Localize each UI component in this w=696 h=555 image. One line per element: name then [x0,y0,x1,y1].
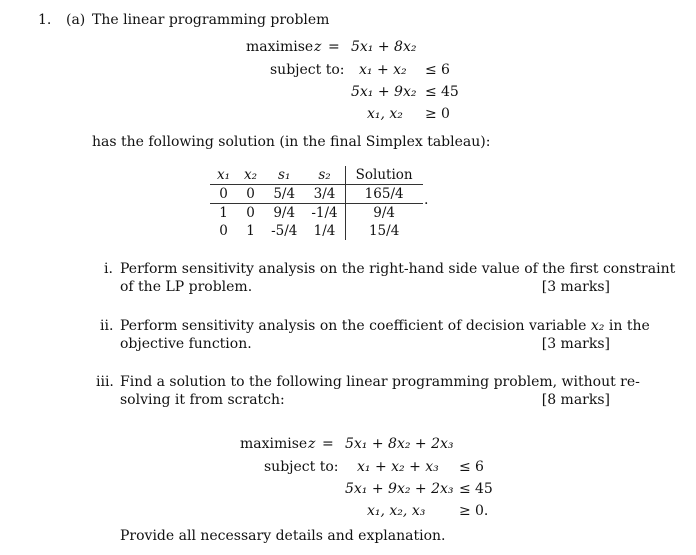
lp1-objective: 5x₁ + 8x₂ [351,39,417,55]
table-cell: 1 [219,205,228,221]
tableau-header-s2: s₂ [304,166,345,185]
lp1-constraint-1-rel: ≤ [425,62,437,78]
table-row [210,222,423,240]
lp2-constraint-2-lhs: 5x₁ + 9x₂ + 2x₃ [345,481,454,497]
tableau-header-row [210,166,423,185]
closing-text: Provide all necessary details and explanation. [120,528,446,544]
lp2-maximise-label: maximise [240,436,308,452]
table-cell: 0 [219,223,228,239]
table-row [210,185,423,204]
lp1-subject-to: subject to: [270,62,345,78]
table-cell: 5/4 [264,185,304,204]
subquestion-iii-label: iii. [96,374,114,390]
tableau-header-solution: Solution [345,166,422,185]
table-cell: 1/4 [313,223,336,239]
lp2-constraint-1-lhs: x₁ + x₂ + x₃ [357,459,439,475]
subquestion-ii-variable: x₂ [590,318,605,334]
table-cell: 0 [237,185,264,204]
lp2-equals: = [322,436,334,452]
tableau-header-x2: x₂ [237,166,264,185]
lp2-constraint-3-rel: ≥ [459,503,471,519]
question-part: (a) [66,12,86,28]
table-cell: 165/4 [345,185,422,204]
lp2-objective-var: z [308,436,316,452]
table-cell: 3/4 [304,185,345,204]
lp1-constraint-3-lhs: x₁, x₂ [367,106,403,122]
lp1-constraint-2-rel: ≤ [425,84,437,100]
question-number: 1. [38,12,52,28]
table-cell: -1/4 [311,205,338,221]
lp2-constraint-2-rel: ≤ [459,481,471,497]
lp2-objective: 5x₁ + 8x₂ + 2x₃ [345,436,454,452]
subquestion-ii-line2: objective function. [120,336,252,352]
table-cell: -5/4 [271,223,298,239]
lp2-constraint-1-rel: ≤ [459,459,471,475]
subquestion-i-marks: [3 marks] [541,279,610,295]
subquestion-i-line2: of the LP problem. [120,279,253,295]
lp2-constraint-2-rhs: 45 [475,481,493,497]
lp1-constraint-2-lhs: 5x₁ + 9x₂ [351,84,417,100]
subquestion-iii-line1: Find a solution to the following linear programming problem, without re- [120,374,640,390]
subquestion-iii-marks: [8 marks] [541,392,610,408]
lp1-equals: = [328,39,340,55]
subquestion-ii-marks: [3 marks] [541,336,610,352]
subquestion-i-label: i. [104,261,113,277]
table-cell: 9/4 [273,205,296,221]
table-cell: 15/4 [345,222,422,240]
table-cell: 9/4 [345,204,422,223]
tableau-header-s1: s₁ [264,166,304,185]
table-cell: 1 [246,223,255,239]
lp1-constraint-2-rhs: 45 [441,84,459,100]
lp2-constraint-3-lhs: x₁, x₂, x₃ [367,503,426,519]
subquestion-ii-line1-suffix: in the [608,318,650,334]
lp1-constraint-3-rhs: 0 [441,106,450,122]
lp2-constraint-3-rhs: 0. [475,503,489,519]
subquestion-ii-line1 [120,318,650,334]
tableau-trailing-period: . [424,192,429,208]
lp2-constraint-1-rhs: 6 [475,459,484,475]
simplex-tableau [210,166,423,240]
subquestion-ii-line1-prefix: Perform sensitivity analysis on the coefficient of decision variable [120,318,587,334]
lp1-maximise-label: maximise [246,39,314,55]
table-row [210,204,423,223]
lp1-constraint-1-rhs: 6 [441,62,450,78]
tableau-header-x1: x₁ [210,166,237,185]
subquestion-iii-line2: solving it from scratch: [120,392,285,408]
lp2-subject-to: subject to: [264,459,339,475]
intro-text: The linear programming problem [92,12,330,28]
lp1-constraint-3-rel: ≥ [425,106,437,122]
table-cell: 0 [246,205,255,221]
subquestion-i-line1: Perform sensitivity analysis on the right-hand side value of the first constraint [120,261,676,277]
subquestion-ii-label: ii. [100,318,114,334]
lp1-constraint-1-lhs: x₁ + x₂ [359,62,407,78]
lp1-objective-var: z [314,39,322,55]
table-cell: 0 [210,185,237,204]
solution-intro: has the following solution (in the final Simplex tableau): [92,134,491,150]
